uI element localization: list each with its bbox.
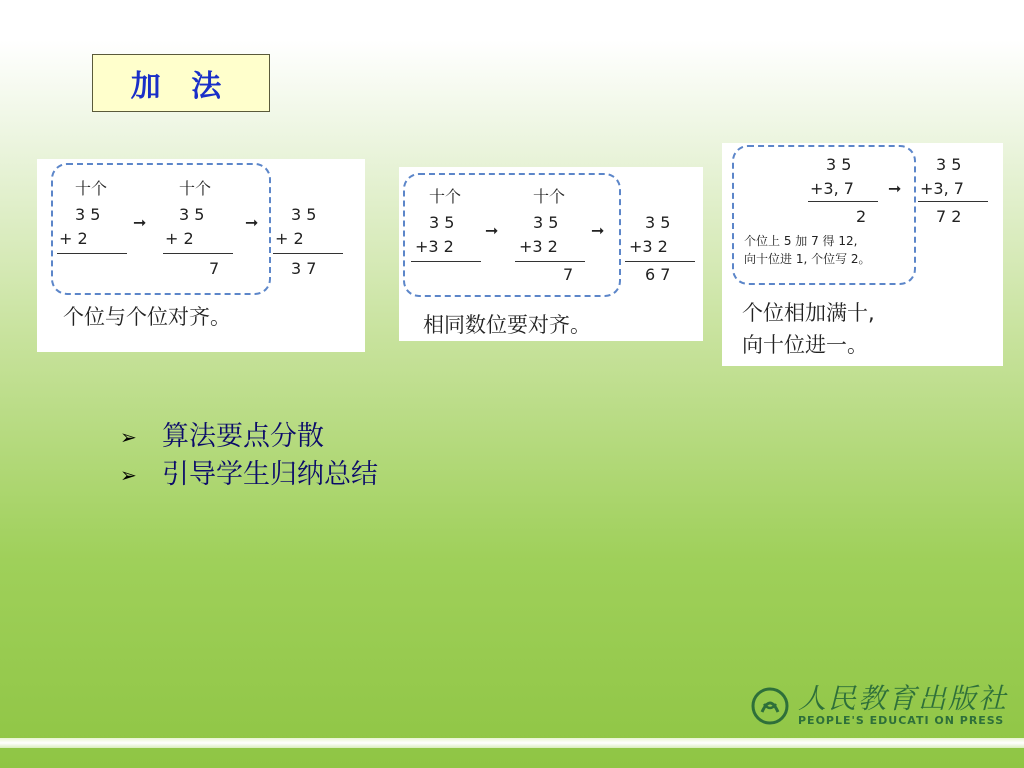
publisher-name-cn: 人民教育出版社 [798,682,1009,715]
arrow-icon: ➞ [133,213,147,232]
bullet-list [120,418,378,494]
sum-line [625,261,695,262]
bullet-text: 算法要点分散 [162,421,324,452]
sum-line [808,201,878,202]
explanation-note: 个位上 5 加 7 得 12, [744,234,858,248]
sum-result: 2 [856,207,867,226]
bullet-item [120,418,378,456]
addend-top: 3 5 [179,205,205,224]
arrow-icon: ➞ [888,179,902,198]
addend-bottom: + 2 [165,229,194,248]
arrow-icon: ➞ [591,221,605,240]
bottom-band [0,738,1024,748]
place-header: 十个 [429,187,462,206]
explanation-note: 向十位进 1, 个位写 2。 [744,252,871,266]
sum-line [163,253,233,254]
publisher-emblem-icon [750,686,790,726]
place-header: 十个 [533,187,566,206]
addend-top: 3 5 [533,213,559,232]
sum-line [57,253,127,254]
place-header: 十个 [179,179,212,198]
addend-top: 3 5 [826,155,852,174]
sum-result: 3 7 [291,259,317,278]
panel-caption: 个位相加满十, [742,301,875,325]
sum-line [515,261,585,262]
example-panel-1 [37,159,365,352]
bullet-text: 引导学生归纳总结 [162,459,378,490]
slide-title: 加 法 [92,54,270,112]
arrow-icon: ➞ [245,213,259,232]
sum-result: 7 2 [936,207,962,226]
addend-bottom: +3, 7 [810,179,854,198]
panel-caption: 相同数位要对齐。 [423,313,591,337]
addend-top: 3 5 [645,213,671,232]
addend-bottom: +3, 7 [920,179,964,198]
sum-result: 6 7 [645,265,671,284]
place-header: 十个 [75,179,108,198]
publisher-logo [750,684,1008,727]
arrow-bullet-icon: ➢ [120,463,137,487]
addend-bottom: +3 2 [415,237,454,256]
panel-caption: 个位与个位对齐。 [63,305,231,329]
addend-top: 3 5 [291,205,317,224]
addend-bottom: + 2 [59,229,88,248]
arrow-icon: ➞ [485,221,499,240]
addend-bottom: +3 2 [629,237,668,256]
addend-top: 3 5 [936,155,962,174]
addend-bottom: + 2 [275,229,304,248]
sum-line [411,261,481,262]
publisher-name-en: PEOPLE'S EDUCATI ON PRESS [798,714,1005,727]
sum-result: 7 [563,265,574,284]
arrow-bullet-icon: ➢ [120,425,137,449]
addend-top: 3 5 [429,213,455,232]
panel-caption: 向十位进一。 [742,333,868,357]
example-panel-2 [399,167,703,341]
bullet-item [120,456,378,494]
addend-bottom: +3 2 [519,237,558,256]
sum-result: 7 [209,259,220,278]
addend-top: 3 5 [75,205,101,224]
sum-line [918,201,988,202]
example-panel-3 [722,143,1003,366]
sum-line [273,253,343,254]
